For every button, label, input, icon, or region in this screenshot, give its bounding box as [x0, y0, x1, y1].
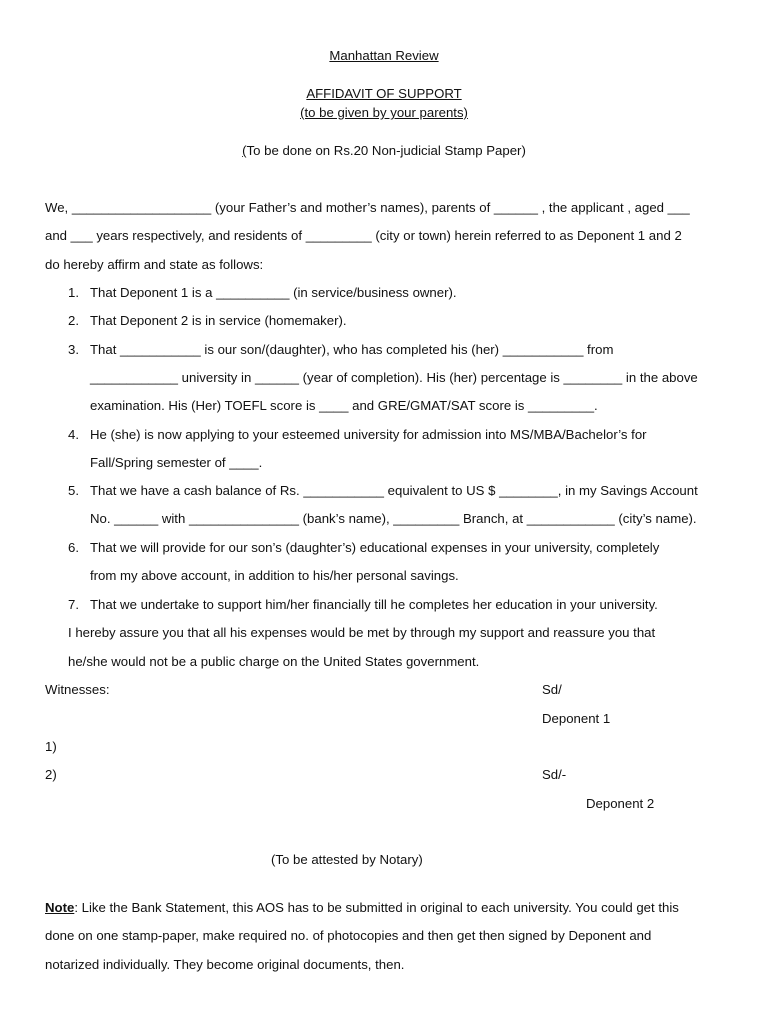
assurance-line-1: I hereby assure you that all his expenses would be met by through my support and reassure you that [68, 625, 656, 640]
intro-line-1: We, ___________________ (your Father’s and mother’s names), parents of ______ , the applicant , aged ___ [45, 200, 690, 215]
witness-2: 2) [45, 767, 57, 782]
deponent-2-sd: Sd/- [542, 767, 567, 782]
item-text: Fall/Spring semester of ____. [90, 455, 263, 470]
notary-line: (To be attested by Notary) [271, 852, 423, 867]
deponent-1-sd: Sd/ [542, 682, 562, 697]
item-text: No. ______ with _______________ (bank’s name), _________ Branch, at ____________ (city’s name). [90, 511, 697, 526]
item-number: 3. [68, 342, 79, 357]
intro-line-3: do hereby affirm and state as follows: [45, 257, 264, 272]
note-line-1 [45, 900, 679, 915]
item-text: That we will provide for our son’s (daughter’s) educational expenses in your university, completely [90, 540, 660, 555]
intro-line-2: and ___ years respectively, and residents of _________ (city or town) herein referred to as Deponent 1 and 2 [45, 228, 682, 243]
stamp-paper-line [0, 143, 768, 158]
item-text: He (she) is now applying to your esteemed university for admission into MS/MBA/Bachelor’s for [90, 427, 647, 442]
item-number: 2. [68, 313, 79, 328]
item-number: 6. [68, 540, 79, 555]
item-number: 1. [68, 285, 79, 300]
witness-1: 1) [45, 739, 57, 754]
note-label: Note [45, 900, 75, 915]
document-subtitle: (to be given by your parents) [300, 105, 468, 120]
document-title: AFFIDAVIT OF SUPPORT [306, 86, 462, 101]
witnesses-label: Witnesses: [45, 682, 110, 697]
item-number: 5. [68, 483, 79, 498]
item-text: That we undertake to support him/her financially till he completes her education in your university. [90, 597, 658, 612]
item-number: 7. [68, 597, 79, 612]
org-heading: Manhattan Review [329, 48, 439, 63]
item-number: 4. [68, 427, 79, 442]
item-text: from my above account, in addition to his/her personal savings. [90, 568, 459, 583]
item-text: That Deponent 2 is in service (homemaker). [90, 313, 347, 328]
item-text: That ___________ is our son/(daughter), who has completed his (her) ___________ from [90, 342, 614, 357]
note-line-2: done on one stamp-paper, make required no. of photocopies and then get then signed by Deponent and [45, 928, 652, 943]
item-text: That Deponent 1 is a __________ (in service/business owner). [90, 285, 457, 300]
stamp-text: To be done on Rs.20 Non-judicial Stamp Paper) [246, 143, 526, 158]
deponent-2-label: Deponent 2 [586, 796, 655, 811]
stamp-paren: ( [242, 143, 247, 158]
item-text: ____________ university in ______ (year of completion). His (her) percentage is ________ in the above [90, 370, 698, 385]
item-text: That we have a cash balance of Rs. ___________ equivalent to US $ ________, in my Savings Account [90, 483, 698, 498]
assurance-line-2: he/she would not be a public charge on the United States government. [68, 654, 480, 669]
note-line-3: notarized individually. They become original documents, then. [45, 957, 405, 972]
note-text: : Like the Bank Statement, this AOS has to be submitted in original to each university. You could get this [74, 900, 679, 915]
item-text: examination. His (Her) TOEFL score is ____ and GRE/GMAT/SAT score is _________. [90, 398, 598, 413]
deponent-1-label: Deponent 1 [542, 711, 611, 726]
